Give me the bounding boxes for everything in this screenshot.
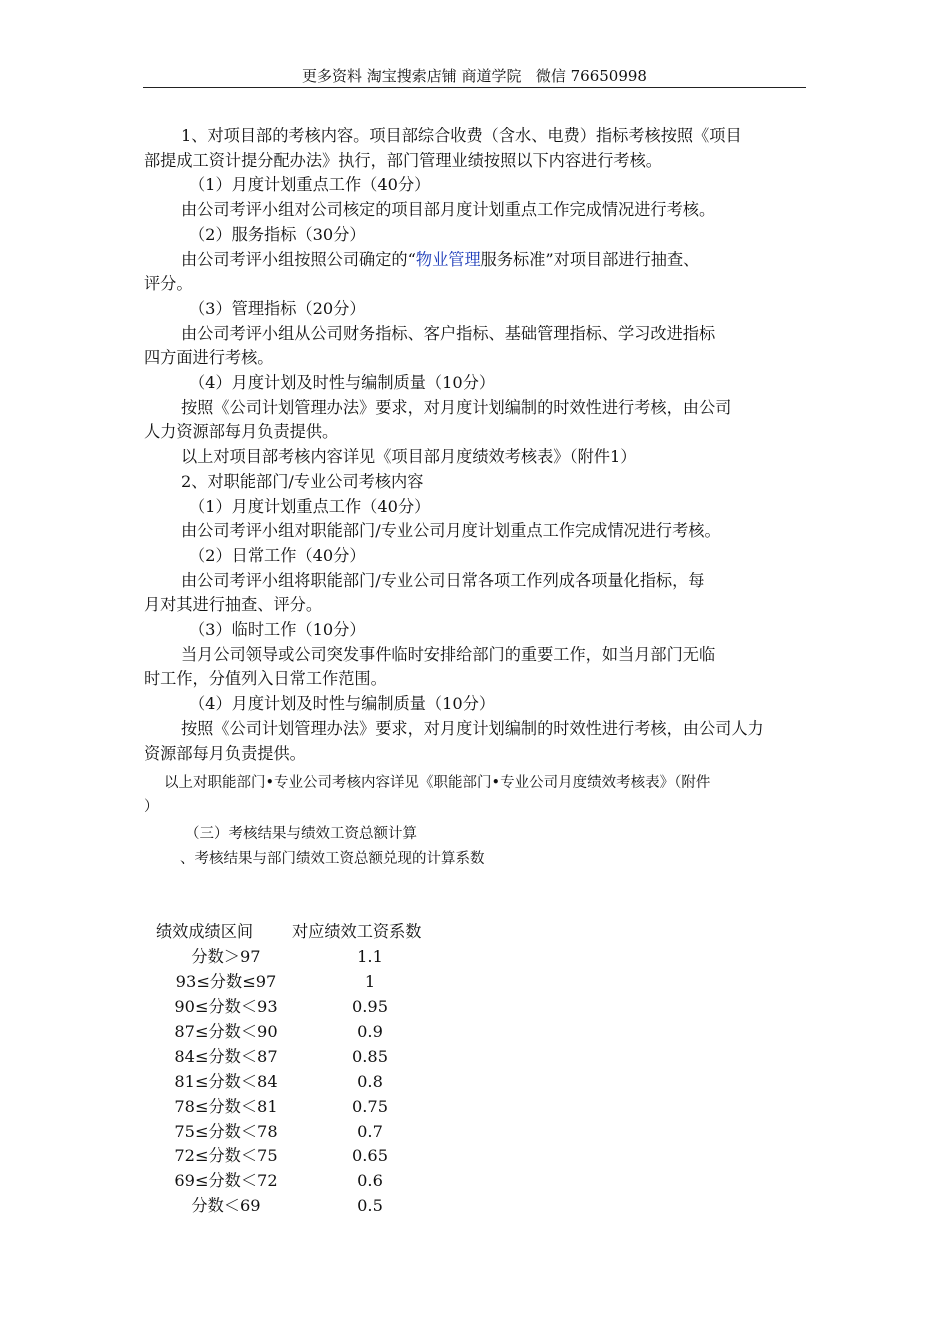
table-cell-range: 78≤分数＜81 (174, 1096, 278, 1116)
table-cell-range: 69≤分数＜72 (174, 1171, 278, 1191)
para-1-line-1: 1、对项目部的考核内容。项目部综合收费（含水、电费）指标考核按照《项目 (181, 126, 742, 145)
dept-item-1-title: （1）月度计划重点工作（40分） (189, 496, 431, 516)
table-cell-range: 75≤分数＜78 (174, 1121, 278, 1141)
dept-item-3-title: （3）临时工作（10分） (189, 620, 366, 640)
table-cell-coefficient: 0.7 (357, 1121, 383, 1141)
table-cell-coefficient: 1 (364, 971, 376, 991)
item-1-text: 由公司考评小组对公司核定的项目部月度计划重点工作完成情况进行考核。 (181, 200, 716, 220)
item-2-text-pre: 由公司考评小组按照公司确定的“ (181, 249, 416, 269)
table-cell-coefficient: 0.75 (351, 1096, 389, 1116)
item-2-title: （2）服务指标（30分） (189, 224, 366, 244)
dept-item-3-text-line-1: 当月公司领导或公司突发事件临时安排给部门的重要工作，如当月部门无临 (181, 644, 716, 664)
table-cell-coefficient: 0.85 (351, 1046, 389, 1066)
table-cell-range: 90≤分数＜93 (174, 996, 278, 1016)
item-3-text-line-2: 四方面进行考核。 (144, 348, 274, 368)
para-1-line-2: 部提成工资计提分配办法》执行，部门管理业绩按照以下内容进行考核。 (144, 150, 662, 170)
page-header: 更多资料 淘宝搜索店铺 商道学院 微信 76650998 (302, 67, 647, 85)
item-1-title: （1）月度计划重点工作（40分） (189, 175, 431, 195)
item-3-title: （3）管理指标（20分） (189, 298, 366, 318)
table-cell-range: 93≤分数≤97 (175, 971, 277, 991)
table-header-range: 绩效成绩区间 (156, 922, 254, 941)
para-2-summary-line-1: 以上对职能部门•专业公司考核内容详见《职能部门•专业公司月度绩效考核表》（附件 (164, 775, 711, 791)
table-cell-coefficient: 1.1 (357, 946, 383, 966)
dept-item-4-text-line-1: 按照《公司计划管理办法》要求，对月度计划编制的时效性进行考核，由公司人力 (181, 718, 764, 738)
table-cell-range: 87≤分数＜90 (174, 1021, 278, 1041)
table-cell-range: 84≤分数＜87 (174, 1046, 278, 1066)
document-body (144, 124, 820, 766)
item-4-text-line-2: 人力资源部每月负责提供。 (144, 422, 339, 442)
item-3-text-line-1: 由公司考评小组从公司财务指标、客户指标、基础管理指标、学习改进指标 (181, 323, 716, 343)
header-divider (143, 87, 806, 88)
item-2-text-post: 服务标准”对项目部进行抽查、 (480, 249, 700, 269)
item-4-text-line-1: 按照《公司计划管理办法》要求，对月度计划编制的时效性进行考核，由公司 (181, 397, 732, 417)
table-cell-coefficient: 0.65 (351, 1146, 389, 1166)
dept-item-2-title: （2）日常工作（40分） (189, 545, 366, 565)
para-2-title: 2、对职能部门/专业公司考核内容 (181, 471, 424, 491)
dept-item-3-text-line-2: 时工作，分值列入日常工作范围。 (144, 669, 387, 689)
table-cell-range: 72≤分数＜75 (174, 1146, 278, 1166)
dept-item-1-text: 由公司考评小组对职能部门/专业公司月度计划重点工作完成情况进行考核。 (181, 521, 721, 541)
section-3-title: （三）考核结果与绩效工资总额计算 (185, 826, 417, 842)
table-cell-coefficient: 0.8 (357, 1071, 383, 1091)
table-header-coefficient: 对应绩效工资系数 (292, 922, 422, 941)
para-1-summary: 以上对项目部考核内容详见《项目部月度绩效考核表》（附件1） (181, 447, 637, 467)
item-2-text-line-2: 评分。 (144, 274, 193, 294)
table-cell-range: 81≤分数＜84 (174, 1071, 278, 1091)
item-4-title: （4）月度计划及时性与编制质量（10分） (189, 373, 496, 393)
dept-item-4-title: （4）月度计划及时性与编制质量（10分） (189, 694, 496, 714)
dept-item-2-text-line-1: 由公司考评小组将职能部门/专业公司日常各项工作列成各项量化指标，每 (181, 570, 705, 590)
table-cell-coefficient: 0.9 (357, 1021, 383, 1041)
table-cell-coefficient: 0.5 (357, 1196, 383, 1216)
table-cell-range: 分数＜69 (191, 1196, 261, 1216)
item-2-text-line-1 (144, 248, 820, 273)
table-cell-coefficient: 0.95 (351, 996, 389, 1016)
property-management-link[interactable]: 物业管理 (415, 249, 481, 269)
dept-item-4-text-line-2: 资源部每月负责提供。 (144, 743, 306, 763)
table-cell-range: 分数＞97 (191, 946, 261, 966)
para-2-summary-line-2: ） (144, 799, 159, 815)
section-3-subtitle: 、考核结果与部门绩效工资总额兑现的计算系数 (180, 851, 485, 867)
table-cell-coefficient: 0.6 (357, 1171, 383, 1191)
dept-item-2-text-line-2: 月对其进行抽查、评分。 (144, 595, 323, 615)
